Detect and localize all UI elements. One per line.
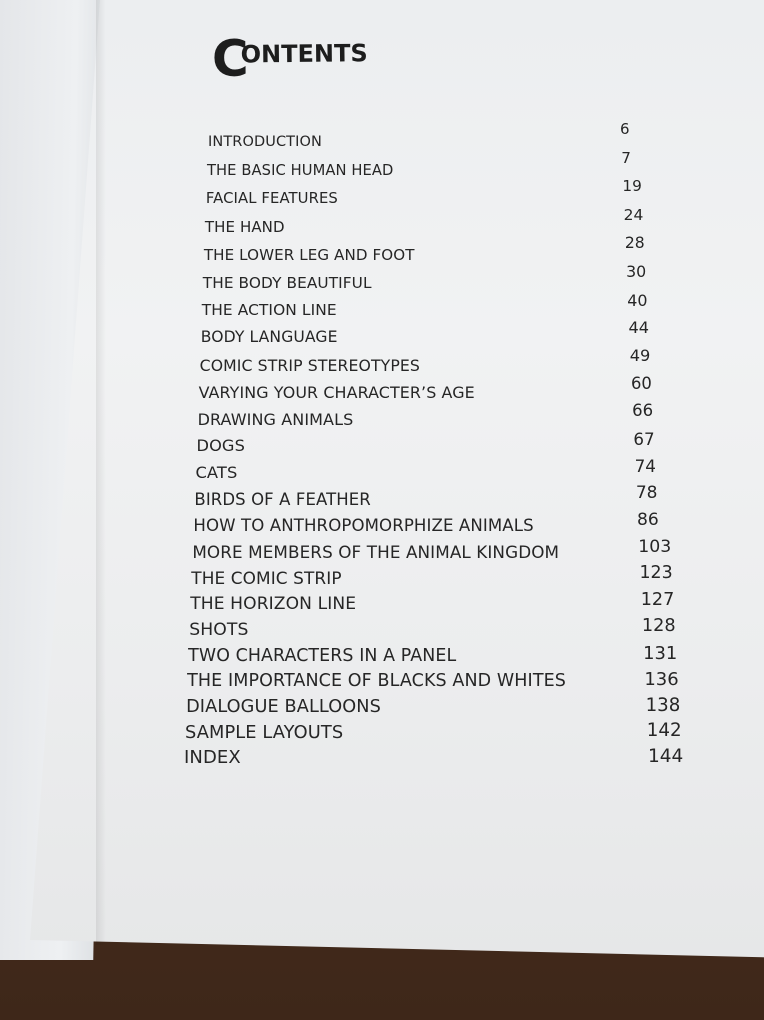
toc-entry-page: 7 (621, 148, 631, 167)
toc-entry-title: THE BODY BEAUTIFUL (202, 273, 372, 292)
toc-entry-title: THE IMPORTANCE OF BLACKS AND WHITES (187, 671, 566, 692)
toc-entry-page: 19 (622, 177, 642, 196)
toc-entry-page: 60 (630, 373, 652, 393)
toc-entry-title: THE ACTION LINE (201, 301, 337, 319)
toc-entry-page: 66 (632, 401, 654, 421)
toc-entry-page: 86 (637, 509, 659, 530)
toc-entry-title: MORE MEMBERS OF THE ANIMAL KINGDOM (192, 542, 560, 563)
toc-entry-title: COMIC STRIP STEREOTYPES (199, 355, 420, 375)
toc-entry-title: DIALOGUE BALLOONS (186, 696, 381, 717)
toc-entry-page: 67 (633, 428, 655, 449)
toc-entry-title: THE HORIZON LINE (190, 594, 357, 615)
toc-entry-title: THE COMIC STRIP (191, 568, 342, 589)
toc-entry-title: HOW TO ANTHROPOMORPHIZE ANIMALS (193, 515, 534, 535)
toc-entry-page: 30 (626, 262, 647, 282)
toc-entry-page: 103 (638, 536, 672, 557)
toc-entry-title: VARYING YOUR CHARACTER’S AGE (198, 382, 475, 402)
toc-entry-page: 49 (629, 346, 651, 366)
toc-entry-page: 136 (644, 668, 679, 690)
toc-entry-title: THE LOWER LEG AND FOOT (203, 245, 415, 264)
toc-entry-title: THE BASIC HUMAN HEAD (206, 162, 394, 180)
toc-entry-title: INTRODUCTION (208, 134, 322, 150)
toc-entry-title: SAMPLE LAYOUTS (185, 721, 344, 743)
toc-entry-page: 24 (623, 205, 644, 224)
toc-entry-page: 6 (620, 120, 630, 138)
toc-entry-title: BODY LANGUAGE (200, 328, 338, 347)
toc-entry-page: 123 (639, 563, 673, 584)
toc-entry-title: TWO CHARACTERS IN A PANEL (188, 645, 457, 666)
toc-entry-title: INDEX (184, 747, 241, 768)
toc-entry-page: 142 (646, 720, 682, 742)
toc-entry-page: 44 (628, 318, 649, 338)
toc-entry-page: 40 (627, 290, 648, 310)
toc-entry-page: 144 (648, 746, 684, 767)
title-initial: C (211, 29, 248, 88)
toc-entry-title: DRAWING ANIMALS (197, 409, 354, 429)
toc-entry-page: 138 (645, 694, 681, 716)
toc-entry-title: BIRDS OF A FEATHER (194, 489, 371, 509)
toc-entry-title: THE HAND (204, 218, 285, 237)
toc-entry-title: CATS (195, 463, 238, 482)
toc-entry-page: 127 (640, 589, 675, 610)
toc-entry-page: 28 (624, 234, 645, 253)
toc-entry-page: 74 (634, 455, 656, 476)
toc-entry-page: 128 (641, 616, 676, 637)
toc-entry-title: SHOTS (189, 619, 249, 640)
toc-entry-page: 131 (643, 642, 678, 664)
title-rest: ONTENTS (240, 39, 368, 69)
toc-entry-page: 78 (635, 483, 658, 504)
toc-entry-title: FACIAL FEATURES (205, 190, 338, 208)
toc-entry-title: DOGS (196, 436, 245, 456)
